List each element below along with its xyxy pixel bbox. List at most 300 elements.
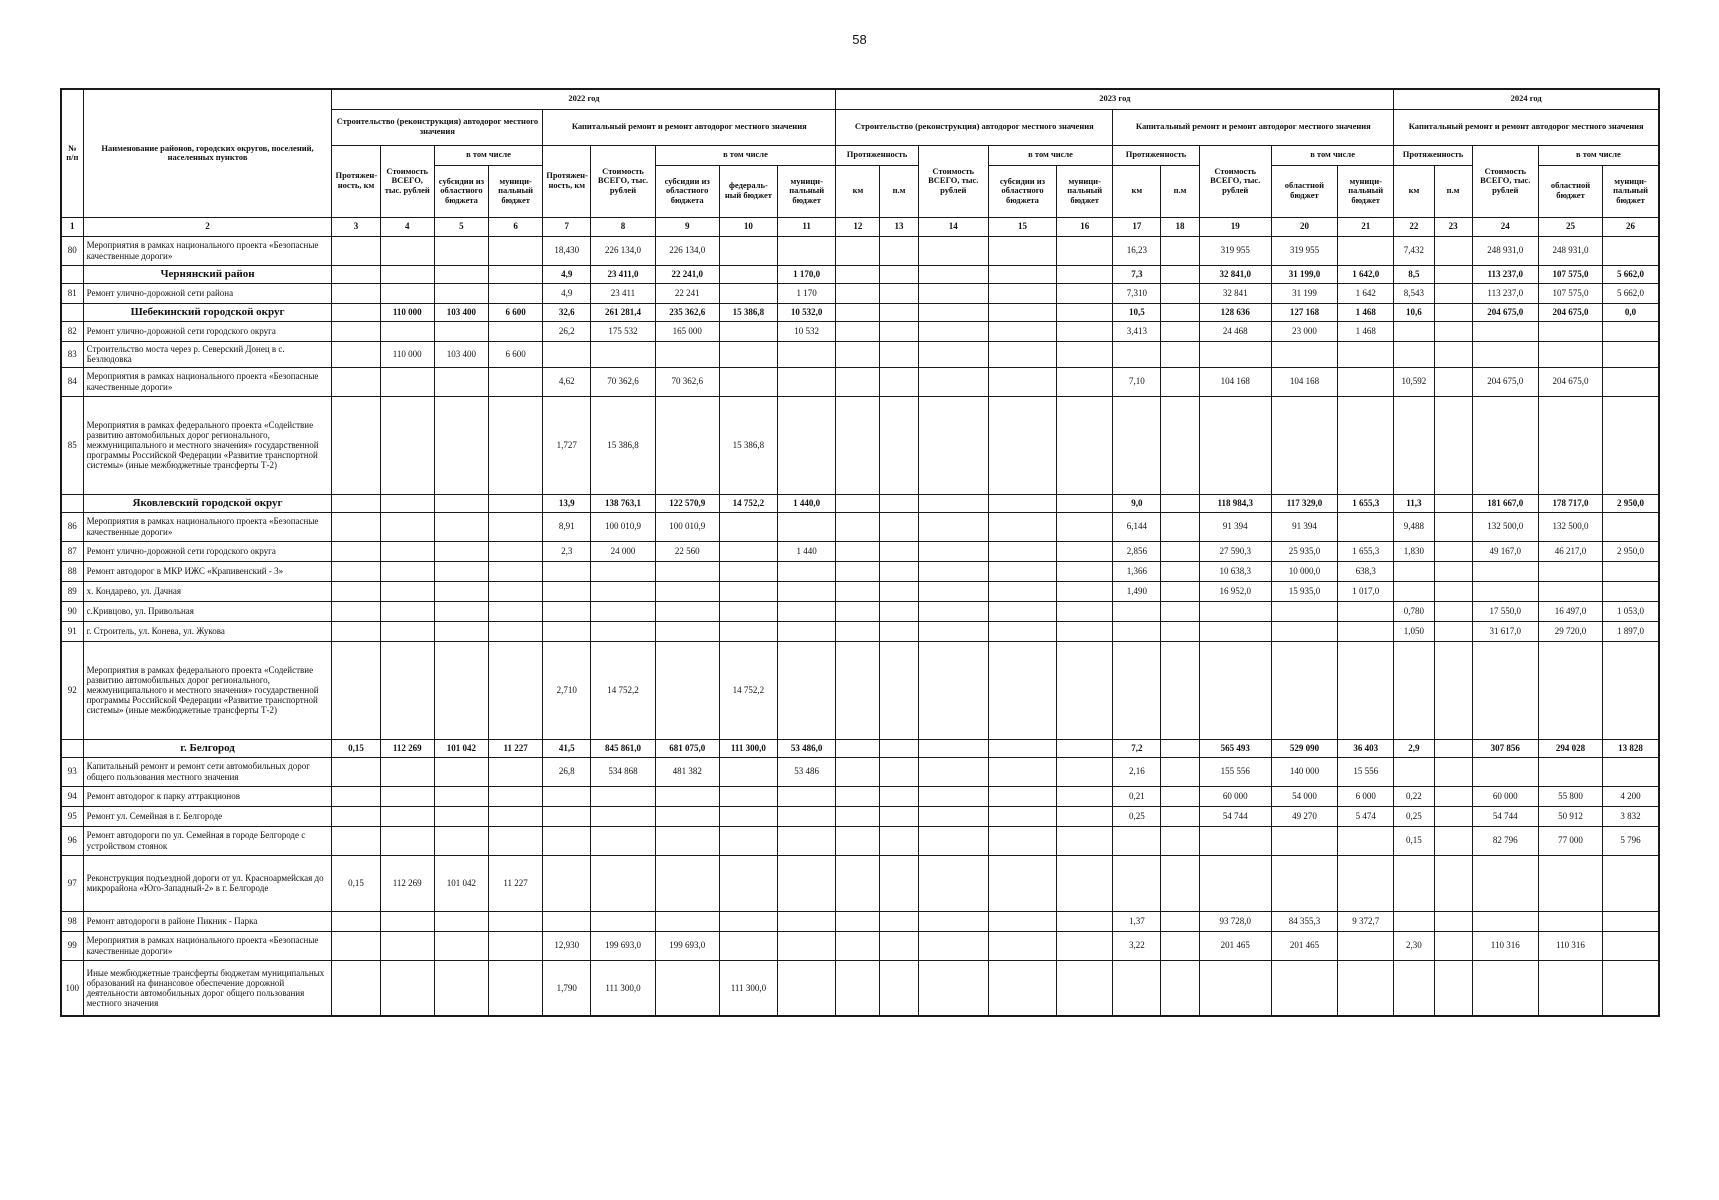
- value-cell: [591, 806, 655, 826]
- value-cell: [719, 321, 777, 341]
- value-cell: [1538, 341, 1602, 367]
- value-cell: [1394, 855, 1434, 911]
- value-cell: 2,710: [543, 641, 591, 739]
- value-cell: [1434, 806, 1472, 826]
- value-cell: 1 897,0: [1603, 621, 1659, 641]
- value-cell: 32 841,0: [1199, 265, 1271, 283]
- value-cell: [880, 283, 918, 303]
- value-cell: [1603, 581, 1659, 601]
- value-cell: 10 532,0: [778, 303, 836, 321]
- value-cell: [1603, 561, 1659, 581]
- value-cell: [1199, 855, 1271, 911]
- table-row: [61, 826, 1659, 855]
- value-cell: [1271, 855, 1337, 911]
- value-cell: 113 237,0: [1472, 265, 1538, 283]
- length-2023-r-header: Протяженность: [1113, 145, 1199, 165]
- value-cell: [1603, 236, 1659, 265]
- table-row: [61, 911, 1659, 931]
- value-cell: [543, 341, 591, 367]
- value-cell: [489, 581, 543, 601]
- value-cell: [836, 601, 880, 621]
- value-cell: 112 269: [380, 739, 434, 757]
- value-cell: [380, 265, 434, 283]
- value-cell: [918, 911, 988, 931]
- column-index-cell: 13: [880, 217, 918, 236]
- value-cell: 23 411,0: [591, 265, 655, 283]
- value-cell: [489, 494, 543, 512]
- value-cell: [543, 806, 591, 826]
- municipal-2023-r-header: муници-пальный бюджет: [1338, 165, 1394, 217]
- value-cell: [918, 931, 988, 960]
- value-cell: 6,144: [1113, 512, 1161, 541]
- value-cell: [332, 303, 380, 321]
- value-cell: [778, 561, 836, 581]
- value-cell: [918, 341, 988, 367]
- value-cell: 54 000: [1271, 786, 1337, 806]
- value-cell: [1057, 960, 1113, 1016]
- value-cell: [1338, 341, 1394, 367]
- row-number: 89: [61, 581, 83, 601]
- value-cell: [1338, 236, 1394, 265]
- value-cell: [489, 367, 543, 396]
- km-2023-r-header: км: [1113, 165, 1161, 217]
- value-cell: [1603, 757, 1659, 786]
- value-cell: [988, 341, 1056, 367]
- value-cell: [880, 541, 918, 561]
- value-cell: [988, 303, 1056, 321]
- value-cell: [836, 494, 880, 512]
- value-cell: [918, 561, 988, 581]
- value-cell: [778, 931, 836, 960]
- value-cell: [988, 826, 1056, 855]
- value-cell: [1538, 581, 1602, 601]
- length-2024-r-header: Протяженность: [1394, 145, 1472, 165]
- value-cell: 55 800: [1538, 786, 1602, 806]
- value-cell: [836, 541, 880, 561]
- value-cell: [1057, 931, 1113, 960]
- value-cell: [591, 581, 655, 601]
- value-cell: [778, 367, 836, 396]
- value-cell: [1538, 321, 1602, 341]
- column-index-cell: 22: [1394, 217, 1434, 236]
- value-cell: 0,25: [1394, 806, 1434, 826]
- value-cell: [880, 601, 918, 621]
- value-cell: [918, 494, 988, 512]
- value-cell: 31 199: [1271, 283, 1337, 303]
- value-cell: 10,592: [1394, 367, 1434, 396]
- value-cell: 41,5: [543, 739, 591, 757]
- value-cell: [1434, 786, 1472, 806]
- item-name: г. Строитель, ул. Конева, ул. Жукова: [83, 621, 332, 641]
- value-cell: [1538, 960, 1602, 1016]
- row-number: 100: [61, 960, 83, 1016]
- value-cell: 2,16: [1113, 757, 1161, 786]
- value-cell: [988, 494, 1056, 512]
- value-cell: [1538, 855, 1602, 911]
- value-cell: 60 000: [1199, 786, 1271, 806]
- value-cell: [1434, 283, 1472, 303]
- value-cell: 3,413: [1113, 321, 1161, 341]
- value-cell: 155 556: [1199, 757, 1271, 786]
- value-cell: 27 590,3: [1199, 541, 1271, 561]
- value-cell: [988, 321, 1056, 341]
- item-name: Капитальный ремонт и ремонт сети автомобильных дорог общего пользования местного значения: [83, 757, 332, 786]
- value-cell: [489, 541, 543, 561]
- value-cell: [1472, 960, 1538, 1016]
- value-cell: [1472, 641, 1538, 739]
- value-cell: [1057, 826, 1113, 855]
- table-row: [61, 541, 1659, 561]
- value-cell: 201 465: [1271, 931, 1337, 960]
- value-cell: 226 134,0: [591, 236, 655, 265]
- value-cell: [880, 512, 918, 541]
- value-cell: [880, 931, 918, 960]
- value-cell: [719, 236, 777, 265]
- value-cell: [1434, 757, 1472, 786]
- value-cell: 1 053,0: [1603, 601, 1659, 621]
- value-cell: [988, 581, 1056, 601]
- value-cell: [1394, 641, 1434, 739]
- value-cell: [880, 561, 918, 581]
- value-cell: 2,856: [1113, 541, 1161, 561]
- table-row: [61, 855, 1659, 911]
- subsidy-2022-c-header: субсидии из областного бюджета: [434, 165, 488, 217]
- value-cell: [778, 396, 836, 494]
- value-cell: [1434, 931, 1472, 960]
- value-cell: [332, 826, 380, 855]
- value-cell: [880, 911, 918, 931]
- value-cell: [1057, 757, 1113, 786]
- value-cell: [880, 739, 918, 757]
- value-cell: [332, 494, 380, 512]
- item-name: Мероприятия в рамках национального проекта «Безопасные качественные дороги»: [83, 236, 332, 265]
- value-cell: [1161, 303, 1199, 321]
- value-cell: 16 952,0: [1199, 581, 1271, 601]
- value-cell: 1 170: [778, 283, 836, 303]
- value-cell: [836, 621, 880, 641]
- value-cell: [1394, 960, 1434, 1016]
- federal-2022-r-header: федераль-ный бюджет: [719, 165, 777, 217]
- value-cell: 15 386,8: [591, 396, 655, 494]
- value-cell: [1271, 641, 1337, 739]
- column-index-cell: 5: [434, 217, 488, 236]
- value-cell: 199 693,0: [655, 931, 719, 960]
- value-cell: [880, 236, 918, 265]
- value-cell: [1161, 641, 1199, 739]
- table-row: [61, 601, 1659, 621]
- value-cell: [332, 396, 380, 494]
- value-cell: [380, 512, 434, 541]
- value-cell: [836, 641, 880, 739]
- value-cell: 294 028: [1538, 739, 1602, 757]
- value-cell: [836, 931, 880, 960]
- value-cell: 4,62: [543, 367, 591, 396]
- municipal-2022-r-header: муници-пальный бюджет: [778, 165, 836, 217]
- row-number: 99: [61, 931, 83, 960]
- value-cell: [655, 621, 719, 641]
- value-cell: [1434, 367, 1472, 396]
- value-cell: [1603, 911, 1659, 931]
- value-cell: [380, 283, 434, 303]
- value-cell: [1057, 601, 1113, 621]
- value-cell: [1113, 601, 1161, 621]
- value-cell: [918, 303, 988, 321]
- item-name: Ремонт улично-дорожной сети городского округа: [83, 541, 332, 561]
- value-cell: [332, 931, 380, 960]
- value-cell: 2,9: [1394, 739, 1434, 757]
- item-name: Мероприятия в рамках национального проекта «Безопасные качественные дороги»: [83, 512, 332, 541]
- value-cell: [719, 512, 777, 541]
- value-cell: 9,0: [1113, 494, 1161, 512]
- value-cell: [1199, 960, 1271, 1016]
- value-cell: [918, 739, 988, 757]
- value-cell: 6 600: [489, 341, 543, 367]
- value-cell: [543, 621, 591, 641]
- row-number: 97: [61, 855, 83, 911]
- value-cell: 127 168: [1271, 303, 1337, 321]
- km-2024-r-header: км: [1394, 165, 1434, 217]
- value-cell: [1338, 367, 1394, 396]
- value-cell: 261 281,4: [591, 303, 655, 321]
- table-row: [61, 641, 1659, 739]
- value-cell: 8,5: [1394, 265, 1434, 283]
- table-row: [61, 561, 1659, 581]
- value-cell: [1338, 512, 1394, 541]
- value-cell: [1394, 341, 1434, 367]
- value-cell: [1271, 396, 1337, 494]
- value-cell: 248 931,0: [1472, 236, 1538, 265]
- value-cell: 107 575,0: [1538, 265, 1602, 283]
- column-index-cell: 25: [1538, 217, 1602, 236]
- value-cell: [1338, 601, 1394, 621]
- value-cell: [880, 396, 918, 494]
- value-cell: [380, 757, 434, 786]
- value-cell: 49 270: [1271, 806, 1337, 826]
- item-name: Ремонт автодороги в районе Пикник - Парка: [83, 911, 332, 931]
- value-cell: [1603, 321, 1659, 341]
- value-cell: [880, 303, 918, 321]
- column-index-cell: 11: [778, 217, 836, 236]
- year-2023-header: 2023 год: [836, 89, 1394, 109]
- value-cell: [988, 855, 1056, 911]
- value-cell: 84 355,3: [1271, 911, 1337, 931]
- value-cell: 0,0: [1603, 303, 1659, 321]
- value-cell: 70 362,6: [591, 367, 655, 396]
- value-cell: [836, 367, 880, 396]
- value-cell: [1394, 911, 1434, 931]
- value-cell: [434, 960, 488, 1016]
- column-index-row: [61, 217, 1659, 236]
- value-cell: [380, 911, 434, 931]
- item-name: Ремонт автодорог в МКР ИЖС «Крапивенский - 3»: [83, 561, 332, 581]
- value-cell: 46 217,0: [1538, 541, 1602, 561]
- value-cell: [332, 236, 380, 265]
- column-index-cell: 2: [83, 217, 332, 236]
- value-cell: [489, 641, 543, 739]
- value-cell: [1338, 960, 1394, 1016]
- value-cell: 53 486: [778, 757, 836, 786]
- value-cell: [489, 621, 543, 641]
- value-cell: [1161, 621, 1199, 641]
- value-cell: [778, 806, 836, 826]
- value-cell: [719, 826, 777, 855]
- value-cell: 1 468: [1338, 303, 1394, 321]
- column-index-cell: 6: [489, 217, 543, 236]
- value-cell: [380, 621, 434, 641]
- value-cell: [1161, 601, 1199, 621]
- value-cell: [719, 806, 777, 826]
- row-number: 87: [61, 541, 83, 561]
- value-cell: [1603, 341, 1659, 367]
- item-name: Иные межбюджетные трансферты бюджетам муниципальных образований на финансовое обеспечение дорожной деятельности автомобильных дорог общего пользования местного значения: [83, 960, 332, 1016]
- value-cell: [880, 826, 918, 855]
- value-cell: [543, 601, 591, 621]
- value-cell: 2,30: [1394, 931, 1434, 960]
- value-cell: [778, 911, 836, 931]
- value-cell: 118 984,3: [1199, 494, 1271, 512]
- table-row: [61, 321, 1659, 341]
- value-cell: [918, 641, 988, 739]
- year-2022-header: 2022 год: [332, 89, 836, 109]
- value-cell: [1161, 931, 1199, 960]
- value-cell: [988, 621, 1056, 641]
- value-cell: [880, 960, 918, 1016]
- value-cell: 50 912: [1538, 806, 1602, 826]
- value-cell: 0,780: [1394, 601, 1434, 621]
- value-cell: [836, 960, 880, 1016]
- value-cell: [918, 581, 988, 601]
- value-cell: [380, 806, 434, 826]
- value-cell: [332, 621, 380, 641]
- value-cell: [434, 621, 488, 641]
- table-row: [61, 960, 1659, 1016]
- value-cell: 307 856: [1472, 739, 1538, 757]
- value-cell: [1472, 855, 1538, 911]
- district-name: Яковлевский городской округ: [83, 494, 332, 512]
- value-cell: [1161, 581, 1199, 601]
- value-cell: [489, 561, 543, 581]
- value-cell: 1,37: [1113, 911, 1161, 931]
- value-cell: 2 950,0: [1603, 494, 1659, 512]
- value-cell: 103 400: [434, 341, 488, 367]
- value-cell: 3 832: [1603, 806, 1659, 826]
- value-cell: 18,430: [543, 236, 591, 265]
- construction-2023-header: Строительство (реконструкция) автодорог местного значения: [836, 109, 1113, 145]
- value-cell: 25 935,0: [1271, 541, 1337, 561]
- value-cell: [719, 855, 777, 911]
- value-cell: [918, 396, 988, 494]
- value-cell: [1434, 960, 1472, 1016]
- value-cell: 22 241,0: [655, 265, 719, 283]
- value-cell: [880, 757, 918, 786]
- row-number: 80: [61, 236, 83, 265]
- value-cell: [1434, 341, 1472, 367]
- value-cell: [489, 757, 543, 786]
- value-cell: 0,25: [1113, 806, 1161, 826]
- value-cell: [988, 601, 1056, 621]
- value-cell: [1057, 855, 1113, 911]
- value-cell: 201 465: [1199, 931, 1271, 960]
- value-cell: 26,2: [543, 321, 591, 341]
- value-cell: [1161, 911, 1199, 931]
- repair-2022-header: Капитальный ремонт и ремонт автодорог местного значения: [543, 109, 836, 145]
- cost-2022-c-header: Стоимость ВСЕГО, тыс. рублей: [380, 145, 434, 217]
- value-cell: 36 403: [1338, 739, 1394, 757]
- value-cell: [1113, 855, 1161, 911]
- value-cell: [1161, 283, 1199, 303]
- row-number: 84: [61, 367, 83, 396]
- value-cell: [1603, 396, 1659, 494]
- value-cell: 1 468: [1338, 321, 1394, 341]
- value-cell: [380, 826, 434, 855]
- value-cell: 15 386,8: [719, 303, 777, 321]
- value-cell: [918, 786, 988, 806]
- value-cell: [836, 283, 880, 303]
- value-cell: [591, 341, 655, 367]
- value-cell: 70 362,6: [655, 367, 719, 396]
- value-cell: 181 667,0: [1472, 494, 1538, 512]
- value-cell: 101 042: [434, 739, 488, 757]
- item-name: Ремонт автодорог к парку аттракционов: [83, 786, 332, 806]
- value-cell: 175 532: [591, 321, 655, 341]
- value-cell: [1161, 561, 1199, 581]
- column-index-cell: 20: [1271, 217, 1337, 236]
- value-cell: [719, 757, 777, 786]
- value-cell: 128 636: [1199, 303, 1271, 321]
- name-header: Наименование районов, городских округов, поселений, населенных пунктов: [83, 89, 332, 217]
- value-cell: [434, 541, 488, 561]
- value-cell: [1057, 739, 1113, 757]
- value-cell: 132 500,0: [1538, 512, 1602, 541]
- value-cell: [836, 826, 880, 855]
- value-cell: 1,727: [543, 396, 591, 494]
- value-cell: 10 638,3: [1199, 561, 1271, 581]
- value-cell: 54 744: [1472, 806, 1538, 826]
- column-index-cell: 18: [1161, 217, 1199, 236]
- value-cell: 22 241: [655, 283, 719, 303]
- column-index-cell: 19: [1199, 217, 1271, 236]
- value-cell: 111 300,0: [719, 739, 777, 757]
- value-cell: 0,15: [332, 739, 380, 757]
- value-cell: [1472, 581, 1538, 601]
- value-cell: [591, 855, 655, 911]
- value-cell: 100 010,9: [655, 512, 719, 541]
- value-cell: 1 170,0: [778, 265, 836, 283]
- value-cell: [1161, 494, 1199, 512]
- value-cell: 4 200: [1603, 786, 1659, 806]
- value-cell: 138 763,1: [591, 494, 655, 512]
- value-cell: [1057, 303, 1113, 321]
- item-name: Ремонт улично-дорожной сети района: [83, 283, 332, 303]
- value-cell: [1434, 396, 1472, 494]
- value-cell: [719, 621, 777, 641]
- value-cell: 11,3: [1394, 494, 1434, 512]
- value-cell: [719, 341, 777, 367]
- value-cell: [1338, 396, 1394, 494]
- value-cell: 93 728,0: [1199, 911, 1271, 931]
- value-cell: [778, 512, 836, 541]
- value-cell: [434, 826, 488, 855]
- value-cell: [1057, 911, 1113, 931]
- row-number: [61, 739, 83, 757]
- value-cell: [880, 641, 918, 739]
- value-cell: [543, 561, 591, 581]
- value-cell: [836, 321, 880, 341]
- row-number: 92: [61, 641, 83, 739]
- group-row: [61, 494, 1659, 512]
- value-cell: [1161, 739, 1199, 757]
- value-cell: [1434, 826, 1472, 855]
